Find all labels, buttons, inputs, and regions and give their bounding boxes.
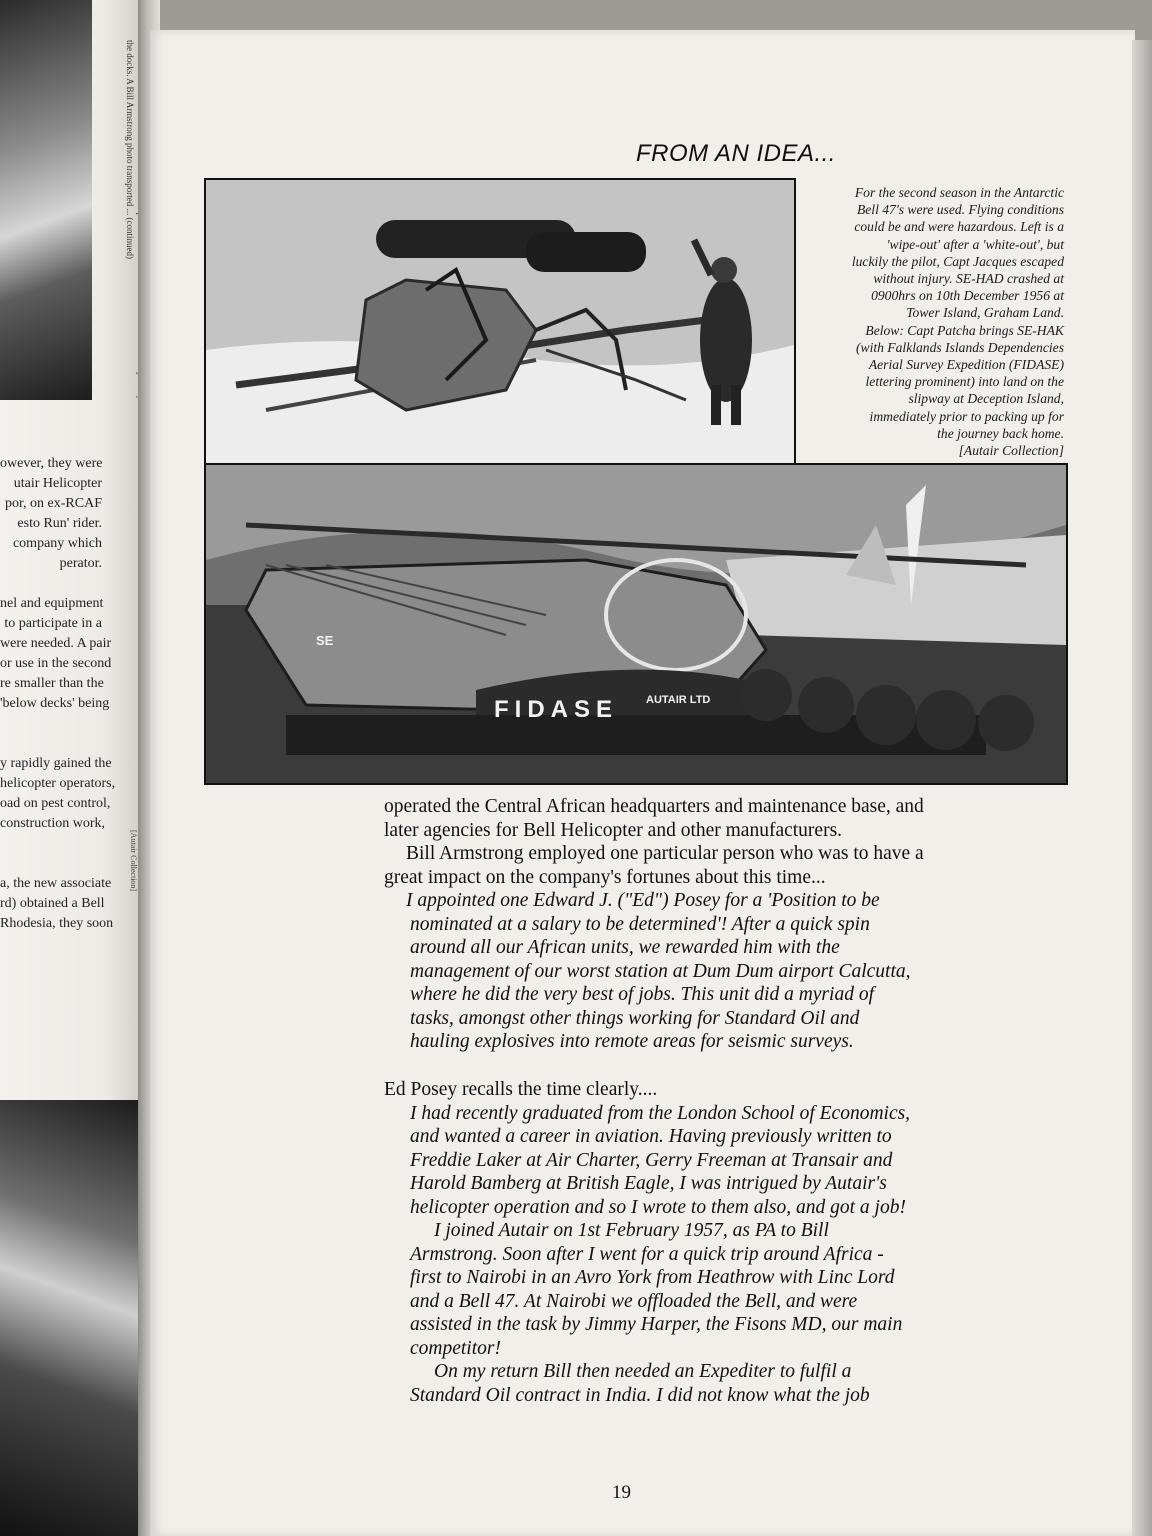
body-line: later agencies for Bell Helicopter and other manufacturers. [384, 819, 843, 841]
left-page-fragment: nel and equipment [0, 596, 104, 611]
left-page-fragment: oad on pest control, [0, 796, 111, 811]
photo-crashed-helicopter [204, 178, 796, 468]
left-page-fragment [0, 834, 102, 854]
caption-line: For the second season in the Antarctic [854, 185, 1064, 200]
caption-line: Aerial Survey Expedition (FIDASE) [868, 357, 1064, 373]
body-line: first to Nairobi in an Avro York from Heathrow with Linc Lord [410, 1267, 895, 1288]
left-page-fragment: owever, they were [0, 456, 103, 471]
photo-caption [792, 184, 1064, 459]
body-line: Ed Posey recalls the time clearly.... [384, 1079, 658, 1100]
left-page-fragment: Rhodesia, they soon [0, 916, 114, 931]
body-line: Harold Bamberg at British Eagle, I was intrigued by Autair's [410, 1173, 887, 1194]
caption-line: lettering prominent) into land on the [865, 374, 1064, 390]
body-line: where he did the very best of jobs. This unit did a myriad of [410, 984, 874, 1005]
caption-line: the journey back home. [937, 425, 1064, 441]
left-page-text-fragments [0, 454, 116, 934]
left-page-fragment [0, 854, 102, 874]
caption-line: Bell 47's were used. Flying conditions [856, 202, 1064, 218]
body-line: great impact on the company's fortunes about this time... [384, 866, 826, 888]
body-line: Standard Oil contract in India. I did not know what the job [410, 1384, 870, 1406]
left-page-fragment [0, 714, 102, 734]
body-line: Freddie Laker at Air Charter, Gerry Freeman at Transair and [410, 1149, 893, 1171]
left-page [0, 0, 150, 1536]
left-page-fragment [0, 734, 102, 754]
body-line: and wanted a career in aviation. Having previously written to [410, 1126, 892, 1147]
body-line: around all our African units, we rewarded him with the [410, 937, 840, 958]
running-head: FROM AN IDEA... [636, 140, 836, 167]
left-page-photo-caption: the docks. A Bill Armstrong photo transported ... (continued) [125, 40, 135, 259]
left-page-fragment: utair Helicopter [13, 476, 102, 491]
left-page-side-caption: [Autair Collection] [129, 830, 138, 892]
left-page-photo-vehicle [0, 0, 92, 400]
body-line: assisted in the task by Jimmy Harper, the Fisons MD, our main [410, 1314, 903, 1335]
caption-line: Below: Capt Patcha brings SE-HAK [865, 322, 1064, 338]
left-page-fragment: re smaller than the [0, 676, 104, 691]
caption-line: immediately prior to packing up for [869, 408, 1064, 424]
crashed-helicopter-illustration [206, 180, 794, 466]
caption-line: 0900hrs on 10th December 1956 at [871, 288, 1064, 304]
caption-line: luckily the pilot, Capt Jacques escaped [851, 253, 1064, 269]
caption-line: slipway at Deception Island, [908, 391, 1064, 407]
photo-fidase-helicopter [204, 463, 1068, 785]
page-number: 19 [612, 1482, 631, 1503]
body-line: and a Bell 47. At Nairobi we offloaded the Bell, and were [410, 1290, 858, 1312]
body-line: helicopter operation and so I wrote to them also, and got a job! [410, 1196, 906, 1218]
body-line: I joined Autair on 1st February 1957, as PA to Bill [434, 1220, 829, 1241]
fidase-helicopter-illustration [206, 465, 1066, 783]
left-page-fragment: to participate in a [4, 616, 102, 631]
caption-line: [Autair Collection] [958, 443, 1064, 459]
caption-line: could be and were hazardous. Left is a [854, 219, 1064, 235]
fidase-lettering: FIDASE [494, 696, 619, 723]
page-edge [1132, 40, 1152, 1536]
left-page-fragment: company which [12, 536, 102, 551]
left-page-fragment: rd) obtained a Bell [0, 896, 105, 911]
left-page-fragment: construction work, [0, 816, 105, 831]
left-page-fragment: por, on ex-RCAF [4, 496, 102, 511]
body-line: operated the Central African headquarters and maintenance base, and [384, 796, 924, 817]
body-line: Bill Armstrong employed one particular person who was to have a [406, 843, 924, 864]
caption-line: without injury. SE-HAD crashed at [873, 271, 1064, 287]
body-line: Armstrong. Soon after I went for a quick trip around Africa - [410, 1243, 884, 1265]
left-page-fragment: were needed. A pair [0, 636, 112, 651]
left-page-fragment [0, 574, 102, 594]
left-page-fragment: y rapidly gained the [0, 756, 112, 771]
registration-lettering: SE [316, 633, 334, 648]
body-line: management of our worst station at Dum Dum airport Calcutta, [410, 960, 911, 982]
left-page-fragment: perator. [59, 556, 102, 571]
body-line: tasks, amongst other things working for Standard Oil and [410, 1007, 860, 1029]
body-line: hauling explosives into remote areas for seismic surveys. [410, 1031, 854, 1052]
body-line: I had recently graduated from the London School of Economics, [410, 1102, 911, 1124]
body-line: I appointed one Edward J. ("Ed") Posey for a 'Position to be [406, 890, 880, 911]
autair-lettering: AUTAIR LTD [646, 694, 711, 706]
left-page-photo-lorry [0, 1100, 150, 1536]
body-line: nominated at a salary to be determined'! After a quick spin [410, 913, 870, 935]
body-line: competitor! [410, 1337, 501, 1359]
left-page-fragment: or use in the second [0, 656, 112, 671]
left-page-fragment: a, the new associate [0, 876, 112, 891]
left-page-fragment: 'below decks' being [0, 696, 110, 711]
left-page-fragment: esto Run' rider. [17, 516, 102, 531]
caption-line: (with Falklands Islands Dependencies [855, 339, 1064, 355]
caption-line: 'wipe-out' after a 'white-out', but [886, 236, 1064, 252]
body-line: On my return Bill then needed an Expediter to fulfil a [434, 1361, 852, 1382]
caption-line: Tower Island, Graham Land. [906, 305, 1064, 321]
left-page-fragment: helicopter operators, [0, 776, 116, 791]
